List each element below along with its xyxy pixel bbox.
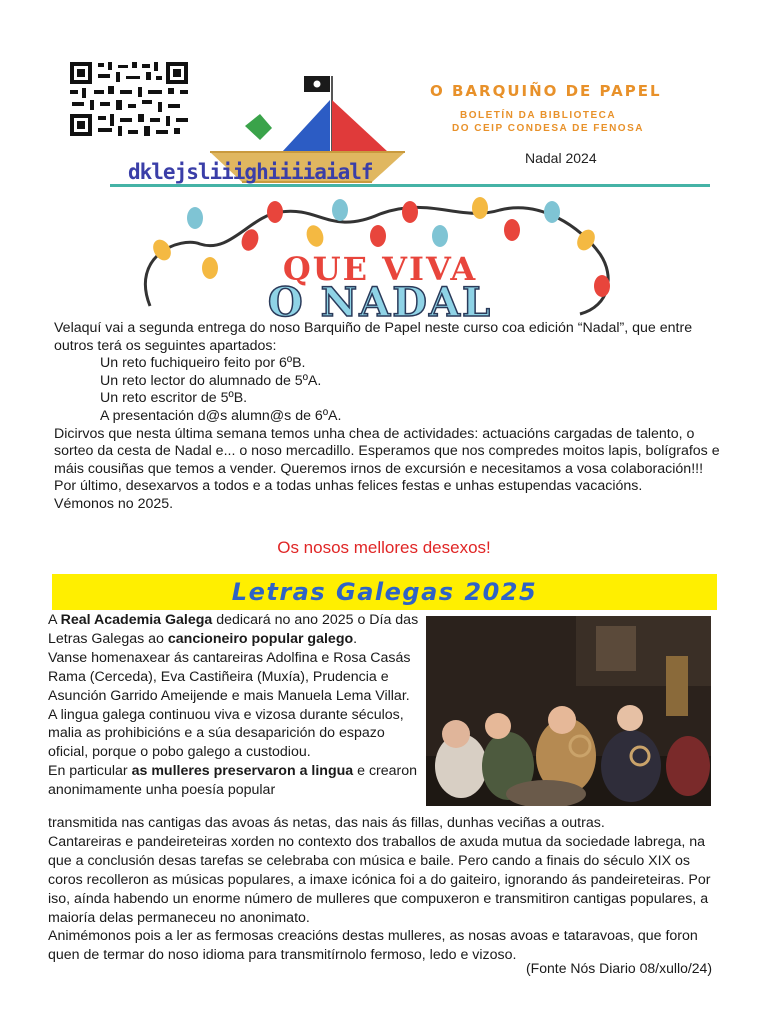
- text-span: En particular: [48, 763, 132, 780]
- banner-line2: O NADAL: [267, 279, 493, 324]
- intro-item: Un reto fuchiqueiro feito por 6ºB.: [100, 355, 306, 372]
- article-body: [48, 814, 720, 965]
- honoree: cancioneiro popular galego: [167, 630, 354, 647]
- intro-closing: Por último, desexarvos a todos e a todas unhas felices festas e unhas estupendas vacacións.: [54, 478, 643, 495]
- highlight: as mulleres preservaron a lingua: [131, 763, 354, 780]
- text-span: dedicará no ano 2025 o Día das Letras Galegas ao: [48, 612, 419, 647]
- section-band: [52, 574, 717, 610]
- section-title: Letras Galegas 2025: [231, 578, 538, 606]
- article-p1: [48, 611, 428, 649]
- masthead-scribble: dklejsliiighiiiiaialf: [128, 160, 373, 184]
- intro-item: Un reto escritor de 5ºB.: [100, 390, 248, 407]
- text-span: .: [353, 630, 358, 647]
- intro-opening: Velaquí vai a segunda entrega do noso Barquiño de Papel neste curso coa edición “Nadal”, que entre outros terá os seguintes apartados:: [54, 320, 693, 354]
- intro-activities: Dicirvos que nesta última semana temos unha chea de actividades: actuacións cargadas de talento, o sorteo da cesta de Nadal e... o noso mercadillo. Esperamos que nos compredes moitos lapis, bolígrafos e máis cousiñas que temos a vender. Queremos irnos de excursión e necesitamos a vosa colaboración!!!: [54, 425, 720, 477]
- bulb: [370, 225, 386, 247]
- bulb: [202, 257, 218, 279]
- christmas-lights-banner: [140, 196, 620, 324]
- intro-see-you: Vémonos no 2025.: [54, 495, 174, 512]
- article-column: [48, 611, 428, 800]
- singers-photo: [426, 616, 711, 806]
- article-p4: [48, 762, 428, 800]
- intro-section: [54, 320, 734, 514]
- bulb: [304, 223, 327, 249]
- academy-name: Real Academia Galega: [60, 612, 213, 628]
- text-span: A: [48, 612, 61, 628]
- banner-line1: QUE VIVA: [282, 250, 478, 288]
- bulb: [544, 201, 560, 223]
- masthead-title: O BARQUIÑO DE PAPEL: [430, 82, 662, 100]
- bulb: [267, 201, 283, 223]
- bulb: [594, 275, 610, 297]
- article-p3: A lingua galega continuou viva e vizosa durante séculos, malia as prohibicións e a súa desaparición do espazo oficial, porque o pobo galego a custodiou.: [48, 706, 404, 761]
- article-p5: Cantareiras e pandeireteiras xorden no contexto dos traballos de axuda mutua da sociedade labrega, na que a conclusión desas tarefas se celebraba con música e baile. Pero cando a finais do século XIX os coros recolleron as músicas populares, a imaxe icónica foi a do gaiteiro, ignorando ás pandeireteiras. Por iso, aínda habendo un enorme número de mulleres que compuxeron e transmitiron cantigas populares, a maioría delas permaneceu no anonimato.: [48, 833, 711, 926]
- article-source: (Fonte Nós Diario 08/xullo/24): [526, 960, 712, 976]
- wishes-line: Os nosos mellores desexos!: [277, 538, 491, 557]
- bulb: [472, 197, 488, 219]
- bulb: [504, 219, 520, 241]
- article-p2: Vanse homenaxear ás cantareiras Adolfina e Rosa Casás Rama (Cerceda), Eva Castiñeira (Muxía), Prudencia e Asunción Garrido Ameijende e mais Manuela Lema Villar.: [48, 649, 411, 704]
- masthead-subtitle-line1: BOLETÍN DA BIBLIOTECA: [460, 110, 617, 121]
- issue-label: Nadal 2024: [525, 150, 597, 166]
- bulb: [187, 207, 203, 229]
- article-p4-cont: transmitida nas cantigas das avoas ás netas, das nais ás fillas, dunhas veciñas a outras.: [48, 815, 605, 831]
- bulb: [432, 225, 448, 247]
- qr-code: [68, 60, 190, 138]
- bulb: [332, 199, 348, 221]
- intro-item: A presentación d@s alumn@s de 6ºA.: [100, 407, 342, 424]
- text-span: e crearon anonimamente unha poesía popular: [48, 763, 418, 799]
- header-divider: [110, 184, 710, 187]
- bulb: [402, 201, 418, 223]
- intro-item: Un reto lector do alumnado de 5ºA.: [100, 372, 322, 389]
- masthead-subtitle-line2: DO CEIP CONDESA DE FENOSA: [452, 123, 644, 134]
- article-p6: Animémonos pois a ler as fermosas creacións destas mulleres, as nosas avoas e tataravoas, que foron quen de termar do noso idioma para transmitírnolo fermoso, ledo e vizoso.: [48, 928, 698, 964]
